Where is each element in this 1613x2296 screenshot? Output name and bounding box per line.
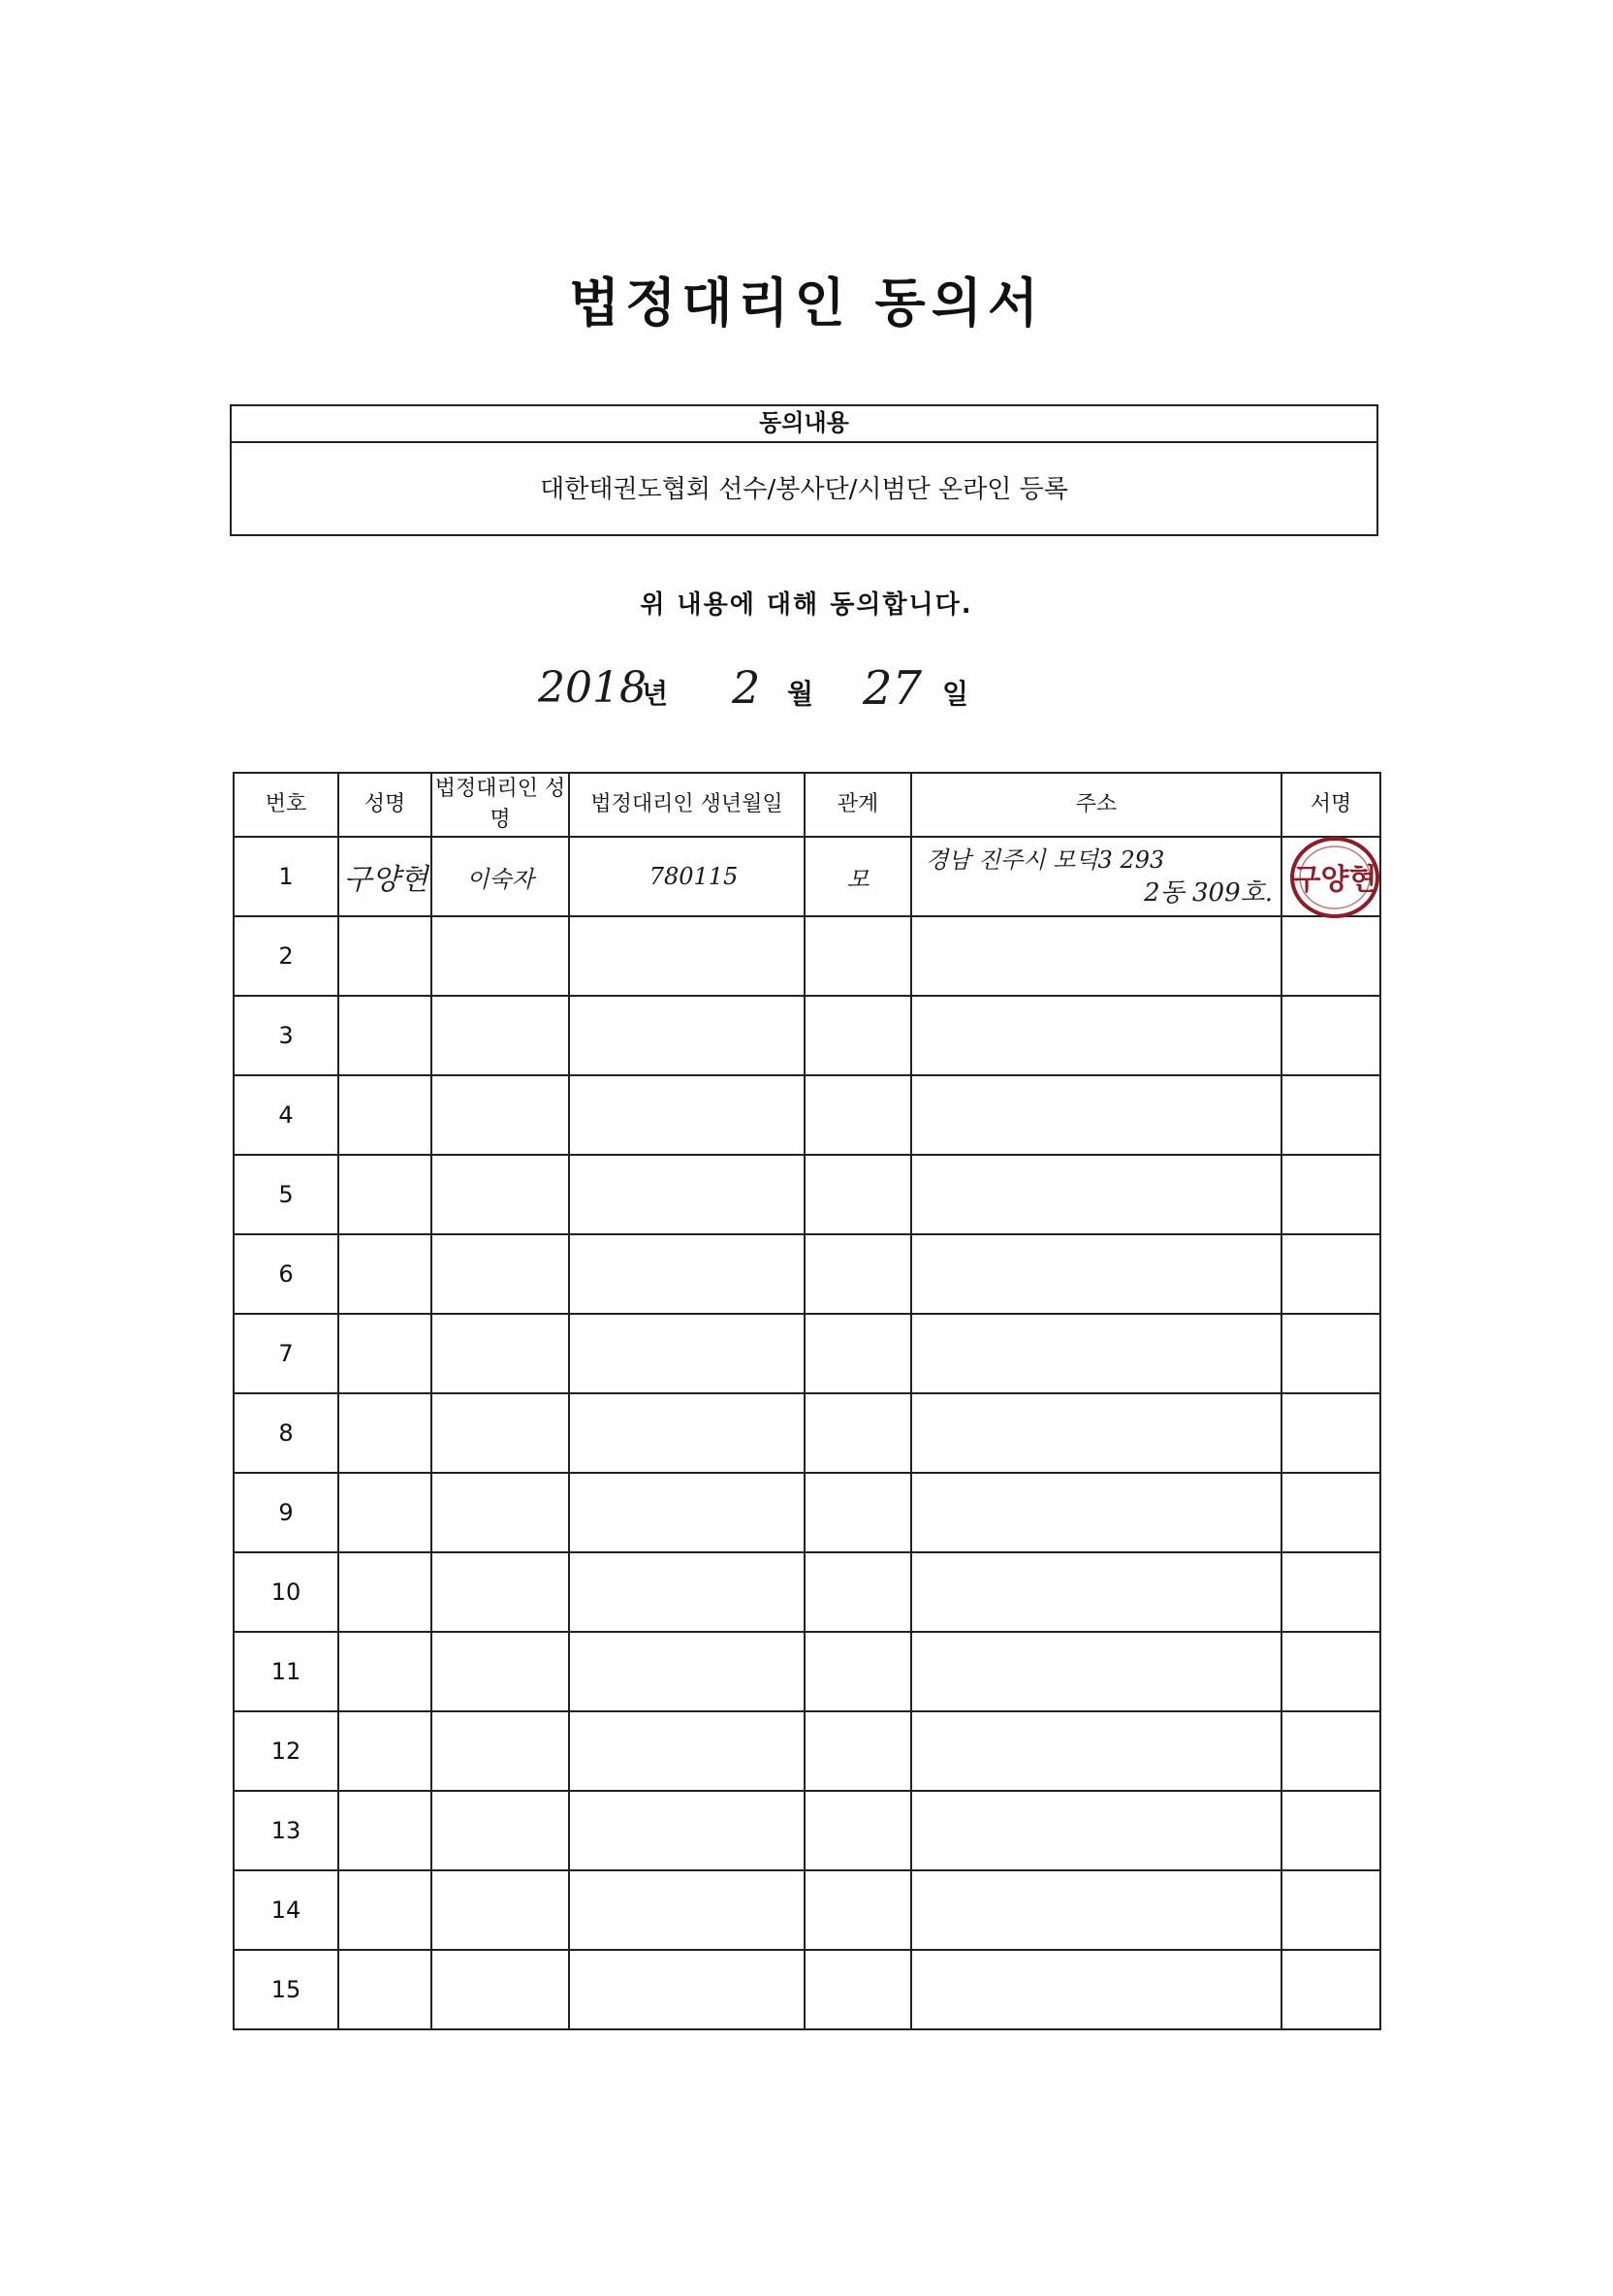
relation xyxy=(805,996,911,1075)
guardian-name xyxy=(431,1870,569,1950)
header-signature: 서명 xyxy=(1281,773,1380,837)
address xyxy=(911,1075,1281,1155)
guardian-birthdate xyxy=(569,1314,805,1393)
agree-statement: 위 내용에 대해 동의합니다. xyxy=(640,590,973,620)
table-row xyxy=(234,1075,1380,1155)
row-number: 14 xyxy=(234,1870,338,1950)
address xyxy=(911,1711,1281,1791)
row-number: 9 xyxy=(234,1473,338,1552)
relation xyxy=(805,1711,911,1791)
guardian-birthdate xyxy=(569,1552,805,1632)
guardian-birthdate xyxy=(569,1393,805,1473)
table-header-row xyxy=(234,773,1380,837)
header-address: 주소 xyxy=(911,773,1281,837)
relation xyxy=(805,1234,911,1314)
address xyxy=(911,1155,1281,1234)
table-row xyxy=(234,1950,1380,2029)
signature-cell xyxy=(1281,1075,1380,1155)
row-number: 12 xyxy=(234,1711,338,1791)
guardian-name xyxy=(431,916,569,996)
row-number: 13 xyxy=(234,1791,338,1870)
guardian-birthdate xyxy=(569,996,805,1075)
table-row xyxy=(234,1393,1380,1473)
student-name xyxy=(338,1870,431,1950)
header-no: 번호 xyxy=(234,773,338,837)
table-row xyxy=(234,1791,1380,1870)
guardian-birthdate xyxy=(569,1632,805,1711)
row-number: 8 xyxy=(234,1393,338,1473)
guardian-birthdate xyxy=(569,1711,805,1791)
signature-cell xyxy=(1281,837,1380,916)
student-name xyxy=(338,1632,431,1711)
row-number: 1 xyxy=(234,837,338,916)
table-row xyxy=(234,1473,1380,1552)
guardian-birthdate xyxy=(569,1155,805,1234)
guardian-name xyxy=(431,1632,569,1711)
seal-stamp xyxy=(1286,834,1383,921)
signature-cell xyxy=(1281,916,1380,996)
relation xyxy=(805,1473,911,1552)
relation: 모 xyxy=(805,837,911,916)
address xyxy=(911,1632,1281,1711)
relation xyxy=(805,1632,911,1711)
guardian-name xyxy=(431,1155,569,1234)
address xyxy=(911,996,1281,1075)
signature-cell xyxy=(1281,1314,1380,1393)
guardian-birthdate xyxy=(569,1075,805,1155)
table-row xyxy=(234,1870,1380,1950)
consent-text: 대한태권도협회 선수/봉사단/시범단 온라인 등록 xyxy=(540,475,1068,504)
student-name xyxy=(338,916,431,996)
relation xyxy=(805,1393,911,1473)
relation xyxy=(805,1552,911,1632)
row-number: 2 xyxy=(234,916,338,996)
table-row xyxy=(234,1234,1380,1314)
signature-cell xyxy=(1281,1552,1380,1632)
date-year: 2018 xyxy=(538,663,647,713)
student-name xyxy=(338,1473,431,1552)
table-row xyxy=(234,1314,1380,1393)
guardian-birthdate xyxy=(569,1950,805,2029)
guardian-name: 이숙자 xyxy=(431,837,569,916)
relation xyxy=(805,916,911,996)
address xyxy=(911,1950,1281,2029)
table-row xyxy=(234,1711,1380,1791)
table-row xyxy=(234,996,1380,1075)
row-number: 10 xyxy=(234,1552,338,1632)
signature-cell xyxy=(1281,1791,1380,1870)
date-day: 27 xyxy=(863,661,923,716)
student-name xyxy=(338,1791,431,1870)
date-day-unit: 일 xyxy=(942,678,969,710)
guardian-name xyxy=(431,1075,569,1155)
table-row xyxy=(234,916,1380,996)
table-row xyxy=(234,1552,1380,1632)
student-name xyxy=(338,996,431,1075)
guardian-table xyxy=(233,772,1381,2030)
relation xyxy=(805,1155,911,1234)
address-line-2: 2동 309호. xyxy=(1144,878,1273,908)
guardian-name xyxy=(431,1552,569,1632)
seal-lettering: 구양현 xyxy=(1292,863,1377,897)
address xyxy=(911,837,1281,916)
address xyxy=(911,1234,1281,1314)
guardian-name xyxy=(431,1791,569,1870)
relation xyxy=(805,1075,911,1155)
guardian-birthdate xyxy=(569,1234,805,1314)
header-name: 성명 xyxy=(338,773,431,837)
signature-cell xyxy=(1281,996,1380,1075)
address xyxy=(911,1791,1281,1870)
guardian-name xyxy=(431,1950,569,2029)
address xyxy=(911,916,1281,996)
consent-box xyxy=(230,404,1378,536)
student-name xyxy=(338,1552,431,1632)
guardian-birthdate xyxy=(569,1473,805,1552)
relation xyxy=(805,1314,911,1393)
table-row xyxy=(234,1155,1380,1234)
guardian-name xyxy=(431,1711,569,1791)
page-title: 법정대리인 동의서 xyxy=(568,271,1045,334)
header-guardian-birth: 법정대리인 생년월일 xyxy=(569,773,805,837)
row-number: 4 xyxy=(234,1075,338,1155)
row-number: 3 xyxy=(234,996,338,1075)
header-guardian-name: 법정대리인 성명 xyxy=(431,773,569,837)
table-row xyxy=(234,1632,1380,1711)
relation xyxy=(805,1950,911,2029)
guardian-birthdate: 780115 xyxy=(569,837,805,916)
address xyxy=(911,1552,1281,1632)
signature-cell xyxy=(1281,1950,1380,2029)
guardian-birthdate xyxy=(569,1870,805,1950)
row-number: 11 xyxy=(234,1632,338,1711)
address-line-1: 경남 진주시 모덕3 293 xyxy=(926,846,1165,874)
signature-cell xyxy=(1281,1155,1380,1234)
guardian-name xyxy=(431,1473,569,1552)
student-name xyxy=(338,1155,431,1234)
student-name xyxy=(338,1950,431,2029)
date-line xyxy=(0,661,1613,719)
table-row xyxy=(234,837,1380,916)
signature-cell xyxy=(1281,1632,1380,1711)
relation xyxy=(805,1870,911,1950)
student-name xyxy=(338,1075,431,1155)
address xyxy=(911,1314,1281,1393)
address xyxy=(911,1870,1281,1950)
guardian-name xyxy=(431,1234,569,1314)
consent-header: 동의내용 xyxy=(232,406,1376,443)
date-month-unit: 월 xyxy=(787,678,814,710)
date-month: 2 xyxy=(732,661,761,714)
guardian-birthdate xyxy=(569,916,805,996)
signature-cell xyxy=(1281,1711,1380,1791)
row-number: 5 xyxy=(234,1155,338,1234)
row-number: 7 xyxy=(234,1314,338,1393)
guardian-name xyxy=(431,1314,569,1393)
student-name xyxy=(338,1711,431,1791)
guardian-birthdate xyxy=(569,1791,805,1870)
row-number: 6 xyxy=(234,1234,338,1314)
signature-cell xyxy=(1281,1393,1380,1473)
signature-cell xyxy=(1281,1870,1380,1950)
address xyxy=(911,1473,1281,1552)
student-name xyxy=(338,1234,431,1314)
signature-cell xyxy=(1281,1234,1380,1314)
guardian-name xyxy=(431,996,569,1075)
student-name xyxy=(338,1314,431,1393)
guardian-name xyxy=(431,1393,569,1473)
header-relation: 관계 xyxy=(805,773,911,837)
relation xyxy=(805,1791,911,1870)
student-name: 구양현 xyxy=(338,837,431,916)
address xyxy=(911,1393,1281,1473)
row-number: 15 xyxy=(234,1950,338,2029)
student-name xyxy=(338,1393,431,1473)
date-year-unit: 년 xyxy=(642,678,669,710)
signature-cell xyxy=(1281,1473,1380,1552)
